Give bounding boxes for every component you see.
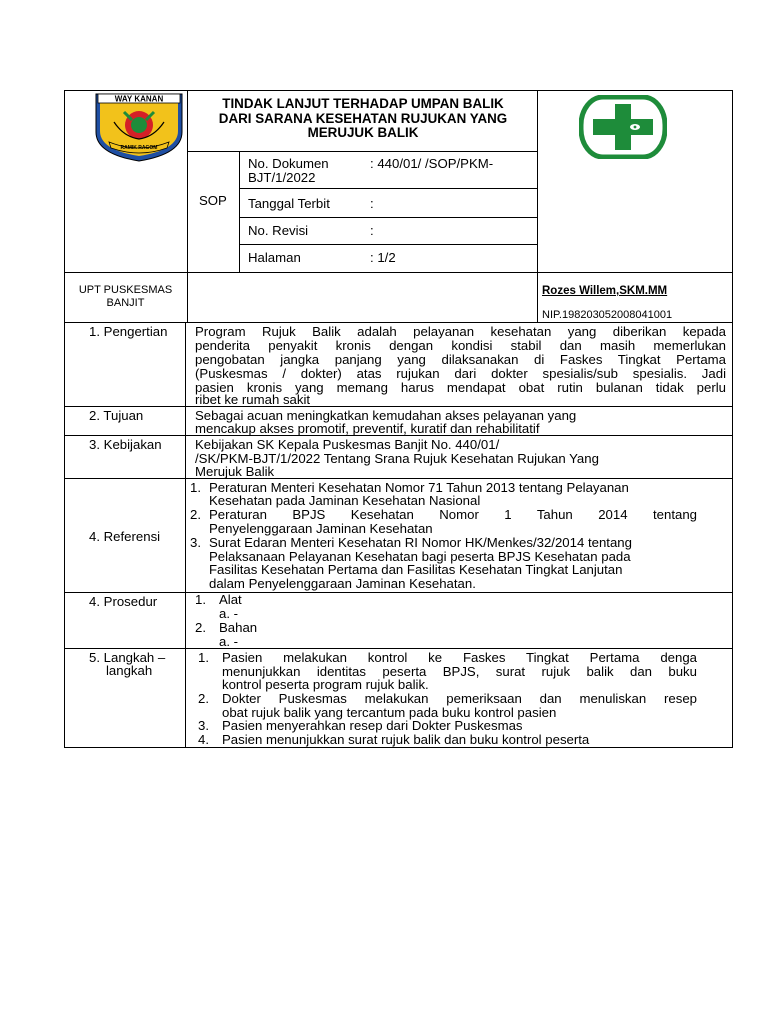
header-rule-5 [64,272,733,273]
way-kanan-logo [94,92,184,162]
kebijakan-line-1: Kebijakan SK Kepala Puskesmas Banjit No. 440/01/ [195,437,500,452]
section-label-tujuan: 2. Tujuan [89,408,144,423]
section-label-kebijakan: 3. Kebijakan [89,437,162,452]
body-bottom-border [64,747,733,748]
field-label-no-revisi: No. Revisi [248,223,309,238]
langkah-item-3-line-1: Pasien menyerahkan resep dari Dokter Puskesmas [222,718,523,733]
langkah-item-1-line-1: Pasien melakukan kontrol ke Faskes Tingkat Pertama denga [222,650,697,665]
referensi-item-1-line-1: Peraturan Menteri Kesehatan Nomor 71 Tahun 2013 tentang Pelayanan [209,480,629,495]
pengertian-line-5: pasien kronis yang memang harus mendapat obat rutin bulanan tidak perlu [195,380,726,395]
prosedur-item-1-num: 1. [195,592,206,607]
pengertian-line-3: pengobatan jangka panjang yang dilaksanakan di Faskes Tingkat Pertama [195,352,726,367]
langkah-item-2-num: 2. [198,691,209,706]
unit-name-line-2: BANJIT [106,297,145,309]
referensi-item-3-line-1: Surat Edaran Menteri Kesehatan RI Nomor HK/Menkes/32/2014 tentang [209,535,632,550]
field-label-no-dokumen: No. Dokumen [248,156,329,171]
field-value-no-dokumen-cont: BJT/1/2022 [248,170,316,185]
header-col-sep-mid [239,151,240,273]
field-label-halaman: Halaman [248,250,301,265]
langkah-item-1-line-3: kontrol peserta program rujuk balik. [222,677,429,692]
referensi-item-2-num: 2. [190,507,201,522]
langkah-item-3-num: 3. [198,718,209,733]
langkah-item-2-line-1: Dokter Puskesmas melakukan pemeriksaan dan menuliskan resep [222,691,697,706]
langkah-item-2-line-2: obat rujuk balik yang tercantum pada buku kontrol pasien [222,705,557,720]
header-col-sep-2 [537,90,538,322]
sop-label: SOP [199,193,227,208]
header-col-sep-1 [187,90,188,322]
section-label-pengertian: 1. Pengertian [89,324,168,339]
langkah-item-4-line-1: Pasien menunjukkan surat rujuk balik dan buku kontrol peserta [222,732,590,747]
kebijakan-line-2: /SK/PKM-BJT/1/2022 Tentang Srana Rujuk Kesehatan Rujukan Yang [195,451,599,466]
unit-name-line-1: UPT PUSKESMAS [78,284,173,296]
field-label-tanggal-terbit: Tanggal Terbit [248,196,330,211]
field-value-tanggal-terbit: : [370,196,374,211]
body-rule-3 [64,478,733,479]
pengertian-line-2: penderita penyakit kronis dengan kondisi stabil dan masih memerlukan [195,338,726,353]
referensi-item-3-num: 3. [190,535,201,550]
kebijakan-line-3: Merujuk Balik [195,464,275,479]
header-rule-2 [239,188,537,189]
prosedur-item-1-text: Alat [219,592,242,607]
body-col-sep [185,322,186,748]
body-rule-5 [64,648,733,649]
signer-name: Rozes Willem,SKM.MM [542,285,668,297]
prosedur-item-2-text: Bahan [219,620,258,635]
prosedur-item-1-sub: a. - [219,606,239,621]
field-value-halaman: : 1/2 [370,250,396,265]
puskesmas-logo [579,95,667,159]
prosedur-item-2-num: 2. [195,620,206,635]
tujuan-line-2: mencakup akses promotif, preventif, kuratif dan rehabilitatif [195,421,540,436]
tujuan-line-1: Sebagai acuan meningkatkan kemudahan akses pelayanan yang [195,408,577,423]
header-rule-1 [187,151,537,152]
pengertian-line-4: (Puskesmas / dokter) atas rujukan dari dokter spesialis/sub spesialis. Jadi [195,366,726,381]
referensi-item-2-line-1: Peraturan BPJS Kesehatan Nomor 1 Tahun 2014 tentang [209,507,697,522]
referensi-item-1-num: 1. [190,480,201,495]
title-line-1: TINDAK LANJUT TERHADAP UMPAN BALIK [222,96,504,111]
logo-text-top: WAY KANAN [114,94,164,104]
pengertian-line-6: ribet ke rumah sakit [195,392,311,407]
langkah-item-4-num: 4. [198,732,209,747]
header-rule-6 [64,322,733,323]
header-top-border [64,90,733,91]
section-label-langkah-2: langkah [106,663,153,678]
referensi-item-3-line-3: Fasilitas Kesehatan Pertama dan Fasilitas Kesehatan Tingkat Lanjutan [209,562,623,577]
section-label-prosedur: 4. Prosedur [89,594,158,609]
field-value-no-dokumen: : 440/01/ /SOP/PKM- [370,156,494,171]
table-left-border [64,90,65,748]
referensi-item-2-line-2: Penyelenggaraan Jaminan Kesehatan [209,521,433,536]
referensi-item-3-line-2: Pelaksanaan Pelayanan Kesehatan bagi peserta BPJS Kesehatan pada [209,549,631,564]
title-line-2: DARI SARANA KESEHATAN RUJUKAN YANG [218,110,508,126]
header-rule-4 [239,244,537,245]
signer-nip: NIP.198203052008041001 [542,309,673,321]
title-line-3: MERUJUK BALIK [307,125,419,140]
document-title [192,97,534,141]
body-rule-4 [64,592,733,593]
table-right-border [732,90,733,748]
header-rule-3 [239,217,537,218]
section-label-langkah-1: 5. Langkah – [89,650,166,665]
referensi-item-3-line-4: dalam Penyelenggaraan Jaminan Kesehatan. [209,576,476,591]
langkah-item-1-line-2: menunjukkan identitas peserta BPJS, surat rujuk balik dan buku [222,664,697,679]
field-value-no-revisi: : [370,223,374,238]
logo-text-bottom: RAMIK RAGOM [120,145,158,151]
langkah-item-1-num: 1. [198,650,209,665]
referensi-item-1-line-2: Kesehatan pada Jaminan Kesehatan Nasional [209,493,481,508]
section-label-referensi: 4. Referensi [89,529,161,544]
prosedur-item-2-sub: a. - [219,634,239,649]
pengertian-line-1: Program Rujuk Balik adalah pelayanan kesehatan yang diberikan kepada [195,324,726,339]
body-rule-1 [64,406,733,407]
